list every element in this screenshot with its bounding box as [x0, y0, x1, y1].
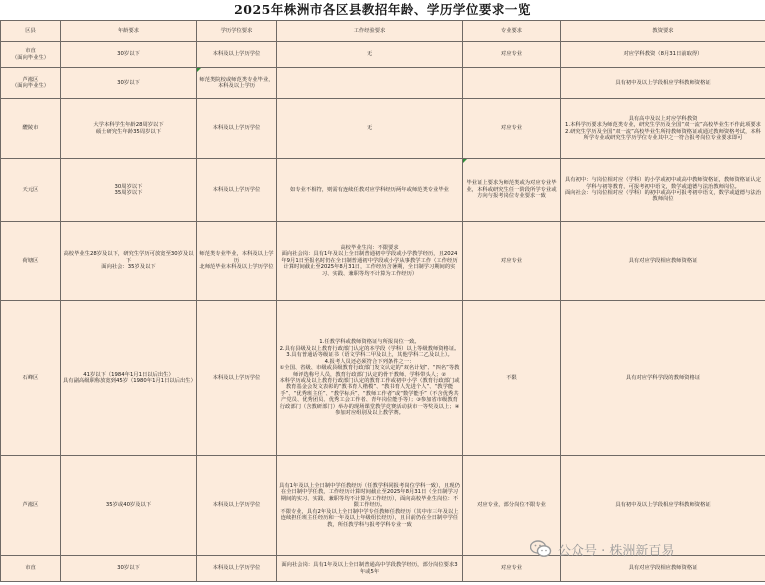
cell-cert: 具有初中及以上学段相应学科教师资格证: [561, 456, 765, 556]
cell-experience: 高校毕业生岗：不限要求 面向社会岗：具有1年及以上全日制普通初中学段或小学教学经历，且2024年9月1日至报名时仍在全日制普通初中学段或小学从事教学工作（工作经历计算时间截止至2025年8月31日，工作经历含暑期，全日制学习期间的实习、实践、兼职等均不计算为工作经历）: [277, 222, 463, 301]
cell-experience: 面向社会岗：具有1年及以上全日制普通高中学段教学经历，部分岗位要求3年或5年: [277, 556, 463, 582]
header-cert: 教资要求: [561, 21, 765, 42]
watermark-text: 公众号 · 株洲新百易: [558, 543, 675, 559]
header-major: 专业要求: [463, 21, 561, 42]
table-row: [1, 42, 765, 68]
cell-experience: [277, 68, 463, 99]
cell-cert: 具有初中及以上学段相应学科教师资格证: [561, 68, 765, 99]
cell-degree: 本科及以上学历学位: [197, 159, 277, 222]
cell-degree: 本科及以上学历学位: [197, 42, 277, 68]
cell-major: 对应专业，部分岗位不限专业: [463, 456, 561, 556]
cell-age: 30岁以下: [61, 42, 197, 68]
cell-experience: 如专业不相符，则需有连续任教对应学科经历两年或师范类专业毕业: [277, 159, 463, 222]
page-title: 2025年株洲市各区县教招年龄、学历学位要求一览: [234, 2, 531, 17]
cell-district: 石峰区: [1, 301, 61, 456]
table-row: [1, 301, 765, 456]
cell-district: 醴陵市: [1, 99, 61, 159]
cell-degree: 本科及以上学历学位: [197, 556, 277, 582]
cell-major: 对应专业: [463, 99, 561, 159]
cell-district: 芦淞区: [1, 456, 61, 556]
table-header-row: [1, 21, 765, 42]
table-row: [1, 68, 765, 99]
cell-major: 对应专业: [463, 222, 561, 301]
header-age: 年龄要求: [61, 21, 197, 42]
cell-cert: 具有高中及以上对应学科教资 1.本科学历要求为师范类专业，研究生学历及全国“双一流”高校毕业生不作此项要求 2.研究生学历及全国“双一流”高校毕业生所持教师资格证或通过教师资格考试，本科所学专业或研究生学历学位专业其中之一符合报考岗位专业要求即可: [561, 99, 765, 159]
cell-experience: 无: [277, 99, 463, 159]
wechat-icon: [530, 540, 552, 558]
header-district: 区县: [1, 21, 61, 42]
cell-degree: 本科及以上学历学位: [197, 99, 277, 159]
watermark: [530, 537, 760, 561]
cell-degree: 本科及以上学历学位: [197, 456, 277, 556]
cell-district: 芦淞区 （面向毕业生）: [1, 68, 61, 99]
cell-age: 30岁以下: [61, 68, 197, 99]
cell-cert: 对应学科教资（8月31日前取得）: [561, 42, 765, 68]
cell-district: 市直 （面向毕业生）: [1, 42, 61, 68]
table-row: [1, 222, 765, 301]
cell-age: 41岁以下（1984年1月1日以后出生） 具有副高级职称放宽到45岁（1980年1月1日以后出生）: [61, 301, 197, 456]
cell-cert: 具有对应学段相应教师资格证: [561, 556, 765, 582]
cell-district: 荷塘区: [1, 222, 61, 301]
cell-major: [463, 68, 561, 99]
cell-age: 35岁或40岁及以下: [61, 456, 197, 556]
requirements-table: [0, 20, 765, 582]
cell-major: 对应专业: [463, 556, 561, 582]
table-row: [1, 99, 765, 159]
header-experience: 工作经验要求: [277, 21, 463, 42]
cell-cert: 具有对应学段相应教师资格证: [561, 222, 765, 301]
cell-degree: 师范类院校或师范类专业毕业， 本科及以上学历: [197, 68, 277, 99]
cell-age: 高校毕业生28岁及以下，研究生学历可放宽至30岁及以下 面向社会：35岁及以下: [61, 222, 197, 301]
cell-age: 30周岁以下 35周岁以下: [61, 159, 197, 222]
header-degree: 学历学位要求: [197, 21, 277, 42]
cell-age: 30岁以下: [61, 556, 197, 582]
cell-degree: 师范类专业毕业，本科及以上学历 北师范毕业本科及以上学历学位: [197, 222, 277, 301]
cell-experience: 1.任教学科或教师资格证与所报岗位一致。 2.具有县级及以上教育行政部门认定的本学段（学科）以上等级教师资格证。 3.具有普通话等级证书（语文学科二甲及以上，其他学科二乙及以上）。 4.报考人员还必须符合下列条件之一： ①全国、省级、市级或县级教育行政部门发文认定的“双名计划”、“四名”等教师评选称号人员，教育行政部门认定的骨干教师、学科带头人；② 本科学历或及以上教育行政部门认定的教育工作或初中小学（教育行政部门或教育基金会发文表彰的“教书育人楷模”、“教书育人先进个人”、“教学能手”、“优秀班主任”、“教学标兵”、“教师工作者”或“数学能手”（不含优秀共产党员、优秀团员、优秀工会工作者、青年岗位能手等）；③参加省市级教育行政部门（含教研部门）举办的现场课堂教学竞赛活动获市一等奖及以上；④参加对应组别及以上教学赛。: [277, 301, 463, 456]
cell-district: 市直: [1, 556, 61, 582]
cell-district: 天元区: [1, 159, 61, 222]
cell-experience: 无: [277, 42, 463, 68]
table-row: [1, 159, 765, 222]
cell-age: 大学本科学生年龄28周岁以下 硕士研究生年龄35周岁以下: [61, 99, 197, 159]
cell-cert: 具有初中：与岗位相对应（学科）的小学或初中或高中教师资格证，教师资格证认定学科与初等教育，可报考初中语文，数学或道德与法治教师岗位。 面向社会：与岗位相对应（学科）的初中或高中可报考初中语文，数学或道德与法治教师岗位: [561, 159, 765, 222]
cell-major: 毕业证上要求为师范类或为对应专业毕业，本科或研究生任一阶段所学专业或方向与报考岗位专业要求一致: [463, 159, 561, 222]
cell-cert: 具有对应学科学段的教师资格证: [561, 301, 765, 456]
cell-degree: 本科及以上学历学位: [197, 301, 277, 456]
cell-experience: 具有1年及以上全日制中学任教经历（任教学科同报考岗位学科一致），且现仍在全日制中学任教，工作经历计算时间截止至2025年8月31日（全日制学习期间的实习、实践、兼职等均不计算为工作经历），面向高校毕业生岗位：不限工作经历。 不限专业，具有2年及以上全日制中学专任教师任教经历（其中市三年及以上连续担任班主任经历和一年及以上年级组长经历），且目前仍在全日制中学任教，所任教学科与报考学科专业一致: [277, 456, 463, 556]
cell-major: 不限: [463, 301, 561, 456]
cell-major: 对应专业: [463, 42, 561, 68]
